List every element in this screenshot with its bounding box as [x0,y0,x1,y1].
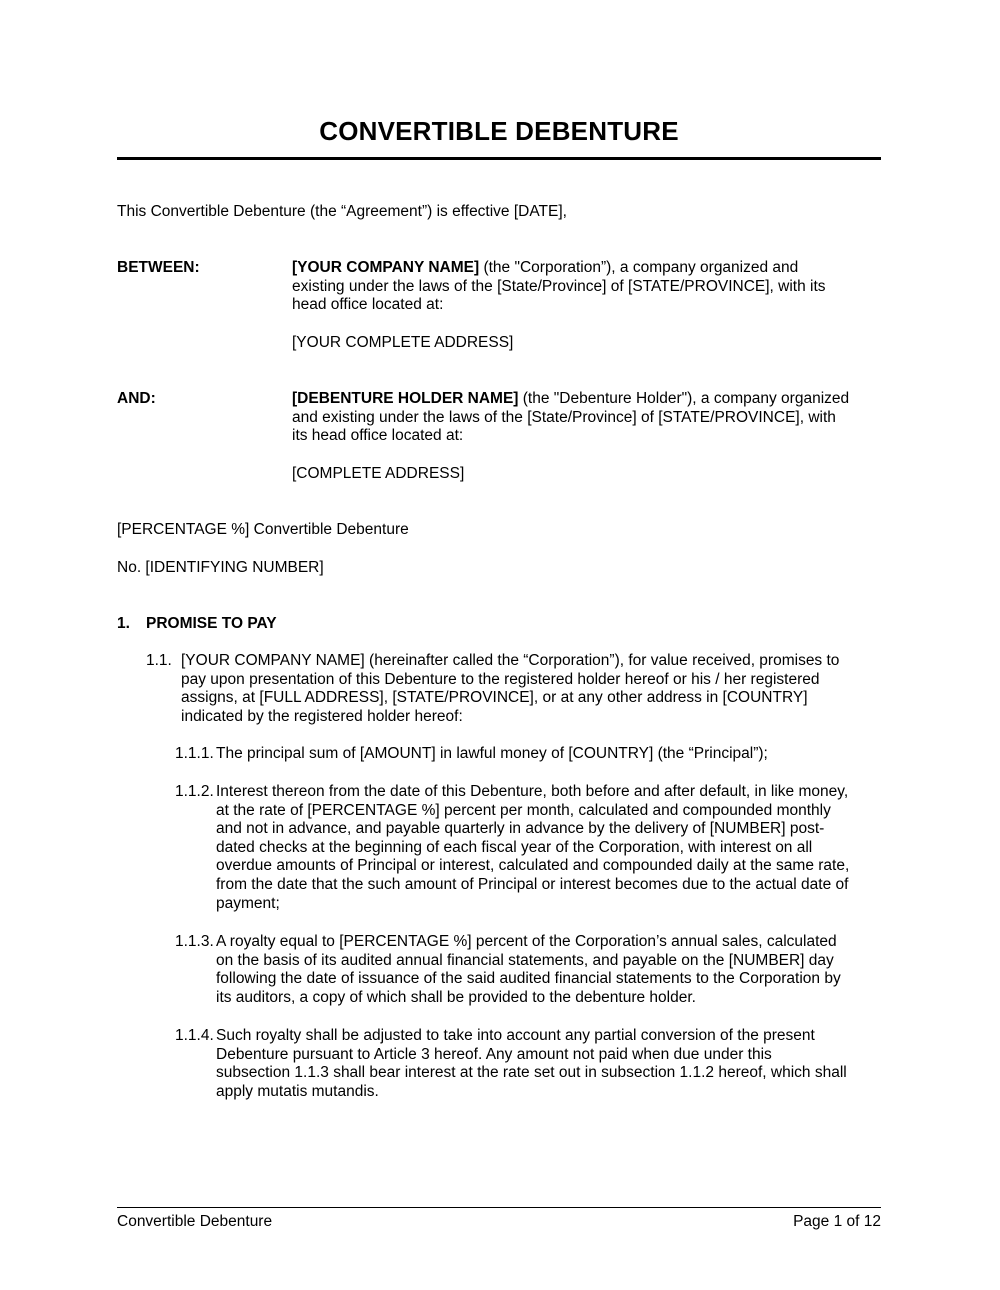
between-label: BETWEEN: [117,259,200,276]
and-address: [COMPLETE ADDRESS] [292,465,465,482]
clause-line: [YOUR COMPANY NAME] (hereinafter called the “Corporation”), for value received, promises to [181,652,840,669]
clause-line: A royalty equal to [PERCENTAGE %] percent of the Corporation’s annual sales, calculated [216,933,837,950]
clause-line: dated checks at the beginning of each fiscal year of the Corporation, with interest on all [216,838,813,856]
and-line1-rest: (the "Debenture Holder"), a company organized [518,390,850,407]
clause-line: Debenture pursuant to Article 3 hereof. Any amount not paid when due under this [216,1045,772,1063]
clause-line: apply mutatis mutandis. [216,1082,379,1100]
clause-line: overdue amounts of Principal or interest, calculated and compounded daily at the same rate, [216,857,850,875]
footer-document-name: Convertible Debenture [117,1213,273,1230]
clause-text [216,745,886,764]
clause-text [216,783,886,913]
identifying-number-line: No. [IDENTIFYING NUMBER] [117,559,324,576]
clause-number: 1.1.4. [175,1027,214,1044]
between-line1-rest: (the "Corporation”), a company organized and [479,259,799,276]
clause-number: 1.1.1. [175,745,214,762]
clause-line: its auditors, a copy of which shall be provided to the debenture holder. [216,988,696,1006]
clause-line: Such royalty shall be adjusted to take into account any partial conversion of the present [216,1027,815,1044]
clause-line: payment; [216,894,280,912]
clause-line: indicated by the registered holder hereof: [181,707,463,725]
and-holder-name: [DEBENTURE HOLDER NAME] [292,390,519,407]
between-company-name: [YOUR COMPANY NAME] [292,259,480,276]
clause-text [216,933,886,1007]
clause-line: pay upon presentation of this Debenture to the registered holder hereof or his / her registered [181,670,820,688]
document-title: CONVERTIBLE DEBENTURE [319,116,679,146]
section-1-number: 1. [117,615,130,632]
clause-line: from the date that the such amount of Principal or interest becomes due to the actual date of [216,875,849,893]
clause-number: 1.1.2. [175,783,214,800]
clause-line: assigns, at [FULL ADDRESS], [STATE/PROVINCE], or at any other address in [COUNTRY] [181,689,808,707]
intro-text: This Convertible Debenture (the “Agreement”) is effective [DATE], [117,203,567,220]
clause-line: The principal sum of [AMOUNT] in lawful money of [COUNTRY] (the “Principal”); [216,745,768,762]
and-party-block [292,390,882,446]
clause-line: Interest thereon from the date of this Debenture, both before and after default, in like money, [216,783,849,800]
footer-rule [117,1207,881,1208]
and-line2: and existing under the laws of the [State/Province] of [STATE/PROVINCE], with [292,408,836,426]
between-party-block [292,259,882,315]
title-rule [117,157,881,160]
clause-text [216,1027,886,1101]
between-line3: head office located at: [292,296,444,314]
and-line3: its head office located at: [292,427,464,445]
clause-text [181,652,891,726]
clause-line: following the date of issuance of the said audited financial statements to the Corporation by [216,970,841,988]
clause-line: on the basis of its audited annual financial statements, and payable on the [NUMBER] day [216,951,834,969]
and-label: AND: [117,390,156,407]
clause-line: subsection 1.1.3 shall bear interest at the rate set out in subsection 1.1.2 hereof, which shall [216,1064,847,1082]
clause-number: 1.1.3. [175,933,214,950]
percentage-line: [PERCENTAGE %] Convertible Debenture [117,521,409,538]
clause-line: and not in advance, and payable quarterly in advance by the delivery of [NUMBER] post- [216,820,825,838]
between-address: [YOUR COMPLETE ADDRESS] [292,334,514,351]
between-line2: existing under the laws of the [State/Province] of [STATE/PROVINCE], with its [292,277,826,295]
clause-number: 1.1. [146,652,172,669]
clause-line: at the rate of [PERCENTAGE %] percent per month, calculated and compounded monthly [216,801,831,819]
section-1-title: PROMISE TO PAY [146,615,277,632]
footer-page-number: Page 1 of 12 [793,1213,881,1230]
